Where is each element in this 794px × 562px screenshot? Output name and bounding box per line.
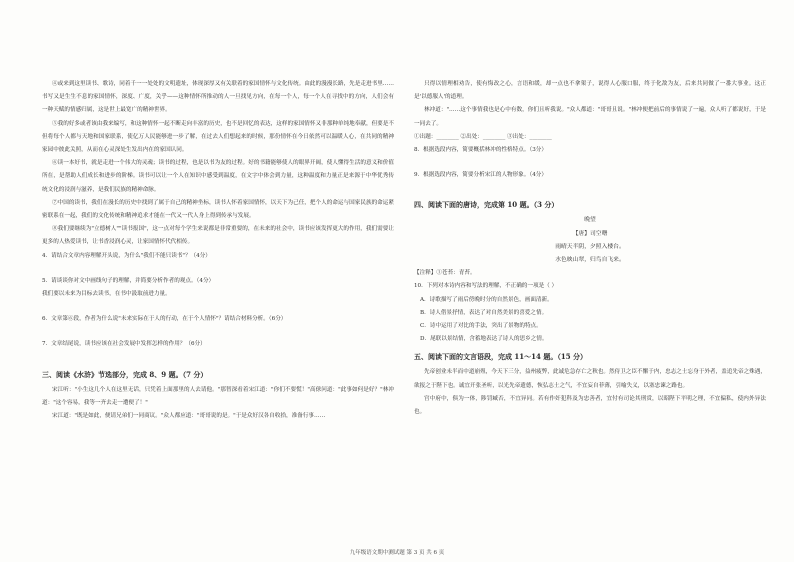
right-paragraph-2: 林冲道："……这个事情我也是心中有数，你们且听我说。"众人都道："哥哥且说。"林冲便把前后的事情说了一遍，众人听了都说好，于是一同去了。 — [414, 107, 766, 127]
question-7: 7．文章结尾说，读书应该在社会发展中发挥怎样的作用？（6分） — [42, 341, 206, 348]
section-5-paragraph-2: 宫中府中，俱为一体，陟罚臧否，不宜异同。若有作奸犯科及为忠善者，宜付有司论其刑赏，以昭陛下平明之理，不宜偏私，使内外异法也。 — [414, 395, 766, 416]
left-paragraph-3: ⑥读一本好书，就是走进一个伟大的灵魂；读书的过程，也是以书为友的过程。好的书籍能够使人的眼界开阔，使人懂得生活的意义和价值所在，是帮助人们成长和进步的阶梯。读书可以让一个人在知识中感受到温度，在文字中体会到力量，这种温度和力量正是来源于中华优秀传统文化的浸润与滋养，是我们民族的精神命脉。 — [42, 160, 394, 193]
question-4: 4．请结合文章内容理解开头说，为什么"我们不能只读书"？（4分） — [42, 252, 211, 259]
section-5-title: 五、阅读下面的文言语段，完成 11～14 题。（15 分） — [414, 352, 588, 362]
right-paragraph-1: 只得以情理相劝告，使有悔改之心，言语和缓，却一点也不拿架子，说得人心服口服，终于化敌为友，后来共同做了一番大事业。这正是'以德服人'的道理。 — [414, 81, 766, 101]
question-10: 10．下列对本诗内容和写法的理解，不正确的一项是（ ） — [414, 283, 558, 290]
question-9: 9．根据选段内容，简要分析宋江的人物形象。（4分） — [414, 172, 547, 179]
option-b: B．诗人借景抒情，表达了对自然美景的喜爱之情。 — [420, 309, 548, 316]
section-3-paragraph-1: 宋江听："小生这几个人在这里无话，只凭着上面那里的人去请他。"那智深看着宋江道："你们不要慌！"高俅问道："此事如何是好？"林冲道："这个容易，我等一齐去走一遭便了！" — [42, 386, 394, 406]
left-paragraph-1: ④或来到这里读书、歌诗，同着千一一处处的文明遗址，体现深厚又有关联着的家国情怀与文化传统。由此的漫漫长路，先是走进书里……书写又是生生不息的家国情怀，深度、广度，关乎——这种情怀所推动的人一旦找见方向，在每一个人，每一个人在寻找中的方向，人们会有一种天赋的情感归属，这是世上最宽广的精神世界。 — [42, 81, 394, 114]
left-paragraph-5: ⑧我们要继续为"立德树人""读书报国"，这一点对每个学生来说都是非常重要的，在未来的社会中，读书应该发挥更大的作用，我们需要让更多的人热爱读书，让书香浸润心灵，让家国情怀代代相传。 — [42, 226, 394, 246]
poem-line-1: 雨晴天半阴，夕照入楼台。 — [555, 243, 625, 250]
option-c: C．诗中运用了对比的手法，突出了景物的特点。 — [420, 323, 542, 330]
question-6: 6．文章第⑥段，作者为什么说"未来实际在于人的行动，在于个人情怀"？请结合材料分析。（6分） — [42, 316, 287, 323]
question-5: 5．请谈谈你对文中画线句子的理解，并简要分析作者的观点。（4分） — [42, 277, 215, 284]
left-paragraph-2: ⑤我的好多或者该由我来编写，和这种情怀一起不断走向丰富的历史，也不是回忆的表达，这样的家国情怀又非那种单纯地奉献，但要是不但将每个人都与天地和国家联系，使亿万人民能够进一步了解，在过去人们想起来的时候，那份情怀在今日依然可以温暖人心，在共同的精神家园中彼此关照，从而在心灵深处生发出内在的家国认同。 — [42, 120, 394, 154]
section-5-paragraph-1: 先帝创业未半而中道崩殂，今天下三分，益州疲弊，此诚危急存亡之秋也。然侍卫之臣不懈于内，忠志之士忘身于外者，盖追先帝之殊遇，欲报之于陛下也。诚宜开张圣听，以光先帝遗德，恢弘志士之气，不宜妄自菲薄，引喻失义，以塞忠谏之路也。 — [414, 369, 766, 389]
option-d: D．尾联以景结情，含蓄地表达了诗人的思乡之情。 — [420, 336, 548, 343]
option-a: A．诗歌描写了雨后傍晚时分的自然景色，画面清新。 — [420, 296, 553, 303]
question-8: 8．根据选段内容，简要概括林冲的性格特点。（3分） — [414, 147, 547, 154]
section-3-title: 三、阅读《水浒》节选部分，完成 8、9 题。（7 分） — [42, 369, 208, 379]
poem-author: 【唐】司空曙 — [572, 230, 608, 237]
left-paragraph-4: ⑦中国的读书，我们在漫长的历史中找到了属于自己的精神坐标，读书人怀着家国情怀，以天下为己任，把个人的命运与国家民族的命运紧密联系在一起，我们的文化传统和精神追求才能在一代又一代人身上得到传承与发展。 — [42, 199, 394, 220]
right-answer-line: ①出题：________ ②出处：________ ③出处：________ — [414, 133, 552, 140]
right-column — [414, 78, 766, 419]
left-column — [42, 78, 394, 423]
poem-line-2: 水色映山翠，归鸟自飞来。 — [555, 257, 625, 264]
poem-title: 晚望 — [584, 217, 596, 224]
page-footer: 九年级语文期中测试题 第 3 页 共 6 页 — [349, 550, 445, 556]
section-3-paragraph-2: 宋江道："既是如此，便请兄弟们一同商议。"众人都应道："哥哥说的是。"于是众好汉各自收拾，准备行事…… — [52, 413, 326, 420]
answer-line-5: 我们要以未来为目标去读书，在书中汲取前进力量。 — [42, 291, 171, 298]
poem-note: 【注释】①苍苔：青苔。 — [414, 270, 476, 277]
section-4-title: 四、阅读下面的唐诗，完成第 10 题。（3 分） — [414, 200, 559, 210]
